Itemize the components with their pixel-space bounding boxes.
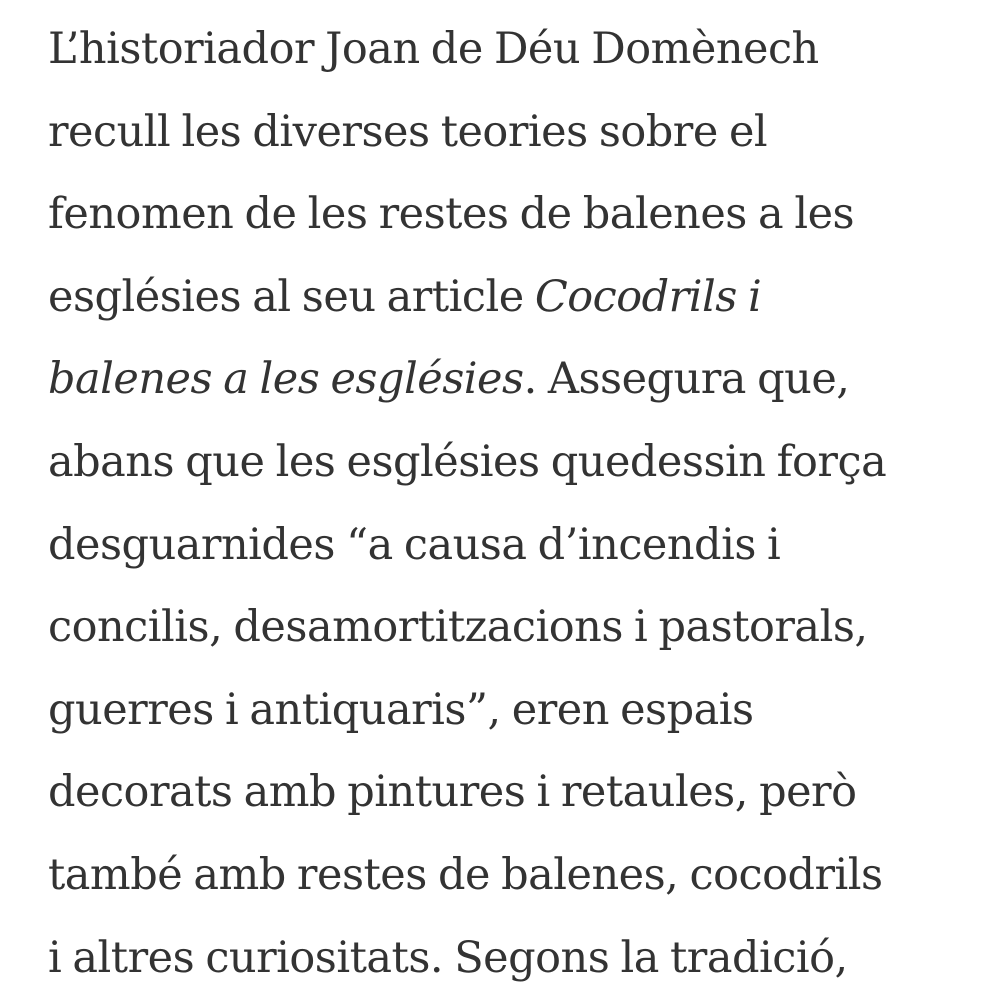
paragraph-line bbox=[48, 256, 948, 339]
paragraph-line bbox=[48, 338, 948, 421]
paragraph-line: desguarnides “a causa d’incendis i bbox=[48, 519, 781, 570]
line-text: esglésies al seu article bbox=[48, 271, 535, 322]
paragraph-line: L’historiador Joan de Déu Domènech bbox=[48, 24, 819, 74]
article-paragraph bbox=[48, 8, 948, 999]
paragraph-line: concilis, desamortitzacions i pastorals, bbox=[48, 602, 868, 653]
article-body bbox=[48, 8, 948, 999]
paragraph-line: abans que les esglésies quedessin força bbox=[48, 436, 887, 487]
article-title-italic: Cocodrils i bbox=[534, 271, 762, 322]
paragraph-line: fenomen de les restes de balenes a les bbox=[48, 189, 855, 240]
paragraph-line: guerres i antiquaris”, eren espais bbox=[48, 684, 754, 735]
paragraph-line: i altres curiositats. Segons la tradició, bbox=[48, 932, 848, 983]
line-text: . Assegura que, bbox=[523, 354, 850, 405]
paragraph-line: també amb restes de balenes, cocodrils bbox=[48, 849, 883, 900]
paragraph-line: decorats amb pintures i retaules, però bbox=[48, 767, 857, 818]
paragraph-line: recull les diverses teories sobre el bbox=[48, 106, 768, 157]
article-title-italic: balenes a les esglésies bbox=[48, 354, 524, 405]
